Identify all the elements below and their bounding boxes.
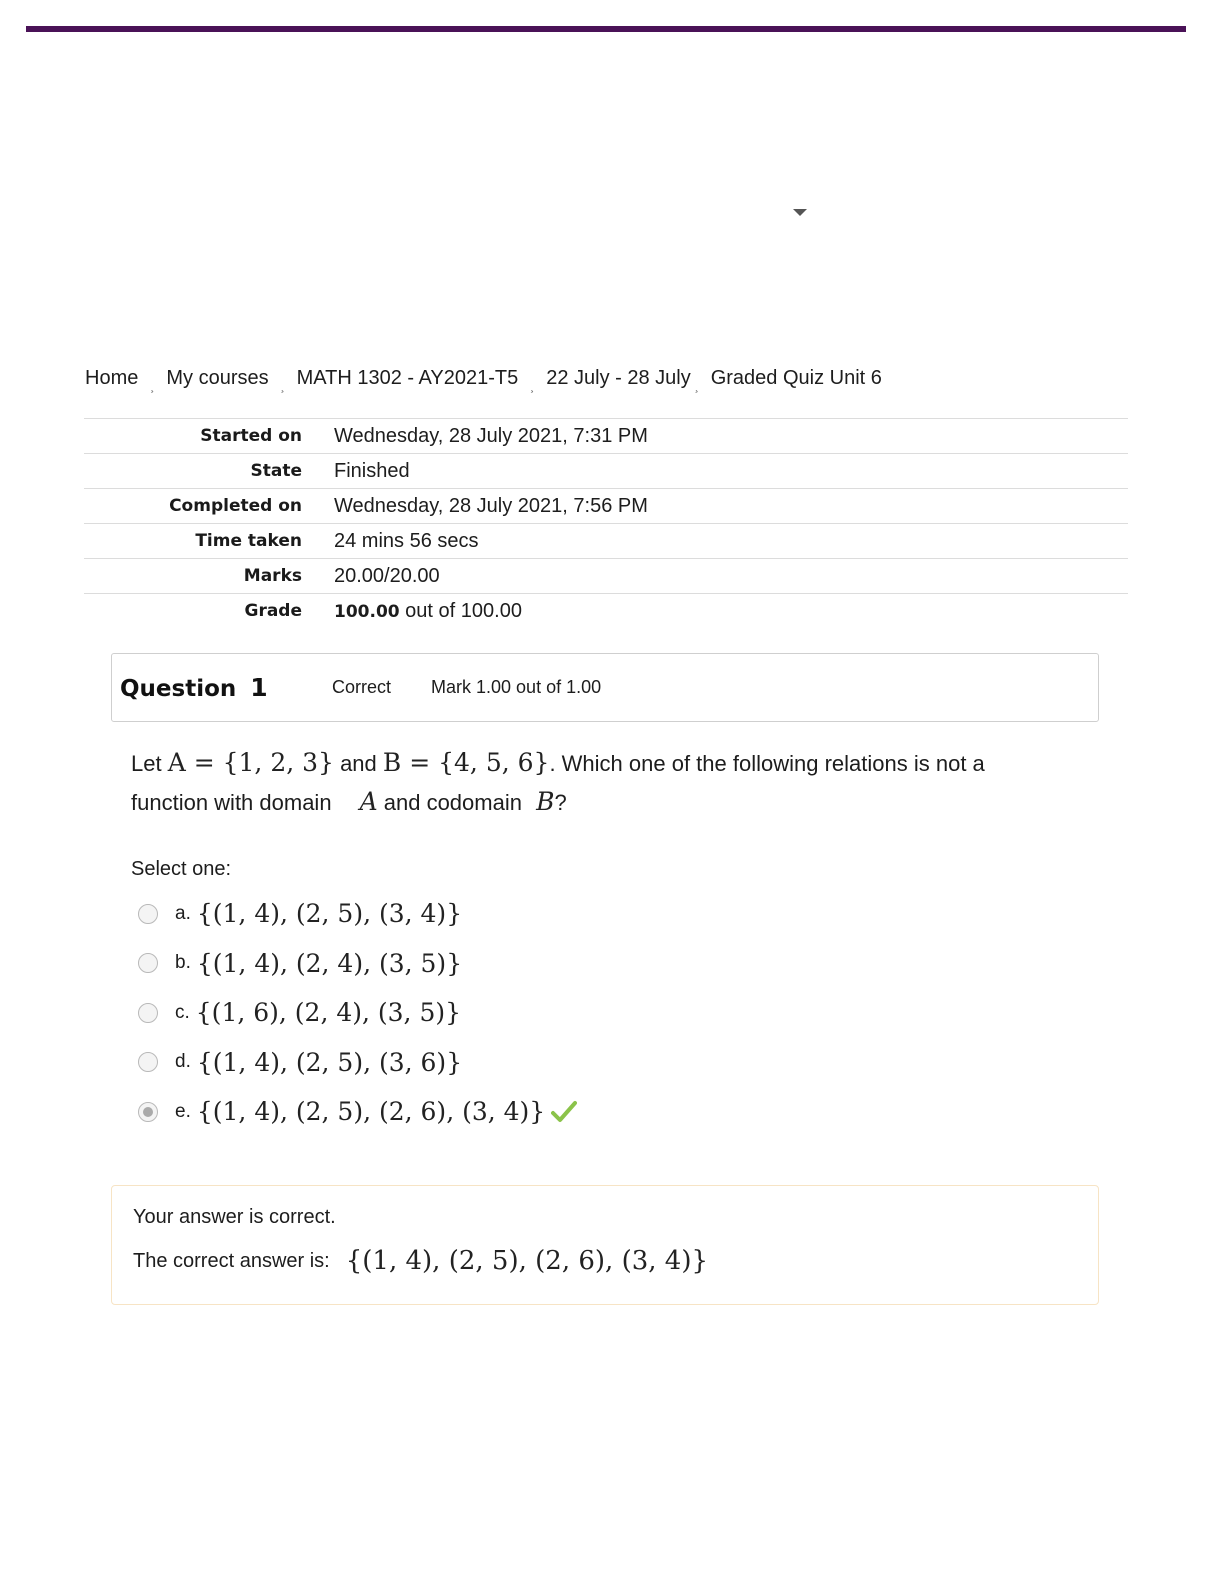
grade-score: 100.00 bbox=[334, 601, 400, 622]
question-state: Correct bbox=[332, 677, 392, 697]
summary-row-started bbox=[84, 418, 1128, 453]
question-text-let: Let bbox=[131, 751, 162, 776]
option-letter: e. bbox=[175, 1100, 191, 1122]
option-c[interactable] bbox=[138, 988, 577, 1038]
summary-row-grade bbox=[84, 593, 1128, 628]
header-accent-bar bbox=[26, 26, 1186, 32]
breadcrumb-quiz[interactable]: Graded Quiz Unit 6 bbox=[710, 367, 882, 389]
breadcrumb-home[interactable]: Home bbox=[85, 367, 139, 389]
time-taken-value: 24 mins 56 secs bbox=[334, 529, 479, 552]
domain-var: A bbox=[359, 787, 378, 816]
option-value: {(1, 6), (2, 4), (3, 5)} bbox=[195, 998, 462, 1028]
marks-value: 20.00/20.00 bbox=[334, 564, 440, 587]
feedback-box bbox=[111, 1185, 1099, 1305]
grade-out-of: out of 100.00 bbox=[405, 599, 522, 622]
option-value: {(1, 4), (2, 5), (3, 4)} bbox=[196, 899, 463, 929]
check-icon bbox=[551, 1100, 577, 1124]
question-text-line2: function with domain bbox=[131, 790, 332, 815]
completed-on-label: Completed on bbox=[169, 496, 302, 516]
question-mark: Mark 1.00 out of 1.00 bbox=[431, 677, 602, 697]
question-text bbox=[131, 744, 1031, 822]
time-taken-label: Time taken bbox=[195, 531, 302, 551]
option-d[interactable] bbox=[138, 1038, 577, 1088]
option-value: {(1, 4), (2, 5), (3, 6)} bbox=[196, 1047, 463, 1077]
question-text-rest: . Which one of the following relations is not a bbox=[549, 751, 985, 776]
option-value: {(1, 4), (2, 4), (3, 5)} bbox=[196, 948, 463, 978]
radio-option-d[interactable] bbox=[138, 1052, 158, 1072]
question-text-codomain: and codomain bbox=[383, 790, 522, 815]
option-letter: b. bbox=[175, 952, 191, 974]
select-one-label: Select one: bbox=[131, 858, 232, 880]
breadcrumb-separator: ¸ bbox=[694, 379, 699, 393]
set-a: A = {1, 2, 3} bbox=[167, 748, 334, 777]
state-label: State bbox=[250, 461, 302, 481]
started-on-label: Started on bbox=[200, 426, 302, 446]
codomain-var: B bbox=[536, 787, 555, 816]
set-b: B = {4, 5, 6} bbox=[382, 748, 550, 777]
option-letter: a. bbox=[175, 902, 191, 924]
summary-row-state bbox=[84, 453, 1128, 488]
radio-option-e[interactable] bbox=[138, 1102, 158, 1122]
question-number: 1 bbox=[250, 673, 268, 702]
feedback-message: Your answer is correct. bbox=[133, 1206, 336, 1228]
question-info-box bbox=[111, 653, 1099, 722]
summary-row-completed bbox=[84, 488, 1128, 523]
answer-options bbox=[138, 889, 577, 1137]
grade-label: Grade bbox=[244, 601, 302, 621]
breadcrumb-separator: ¸ bbox=[530, 379, 535, 393]
question-mark-punct: ? bbox=[554, 790, 567, 815]
breadcrumb-separator: ¸ bbox=[280, 379, 285, 393]
quiz-summary-table bbox=[84, 418, 1128, 628]
option-a[interactable] bbox=[138, 889, 577, 939]
summary-row-marks bbox=[84, 558, 1128, 593]
option-value: {(1, 4), (2, 5), (2, 6), (3, 4)} bbox=[196, 1097, 546, 1127]
question-text-and: and bbox=[340, 751, 377, 776]
question-heading bbox=[120, 673, 330, 702]
breadcrumb-week[interactable]: 22 July - 28 July bbox=[546, 367, 691, 389]
option-b[interactable] bbox=[138, 939, 577, 989]
correct-answer-line bbox=[133, 1246, 708, 1276]
correct-answer-label: The correct answer is: bbox=[133, 1249, 330, 1272]
started-on-value: Wednesday, 28 July 2021, 7:31 PM bbox=[334, 424, 648, 447]
marks-label: Marks bbox=[243, 566, 302, 586]
radio-option-c[interactable] bbox=[138, 1003, 158, 1023]
breadcrumb-course[interactable]: MATH 1302 - AY2021-T5 bbox=[296, 367, 519, 389]
option-letter: c. bbox=[175, 1001, 190, 1023]
state-value: Finished bbox=[334, 459, 410, 482]
caret-down-icon[interactable] bbox=[793, 209, 807, 216]
option-e[interactable] bbox=[138, 1087, 577, 1137]
radio-option-b[interactable] bbox=[138, 953, 158, 973]
completed-on-value: Wednesday, 28 July 2021, 7:56 PM bbox=[334, 494, 648, 517]
breadcrumb-separator: ¸ bbox=[150, 379, 155, 393]
correct-answer-value: {(1, 4), (2, 5), (2, 6), (3, 4)} bbox=[345, 1246, 709, 1276]
grade-value bbox=[334, 600, 522, 623]
option-letter: d. bbox=[175, 1051, 191, 1073]
breadcrumb-my-courses[interactable]: My courses bbox=[166, 367, 269, 389]
summary-row-time bbox=[84, 523, 1128, 558]
breadcrumb bbox=[85, 367, 882, 393]
radio-option-a[interactable] bbox=[138, 904, 158, 924]
question-title: Question bbox=[120, 676, 237, 702]
